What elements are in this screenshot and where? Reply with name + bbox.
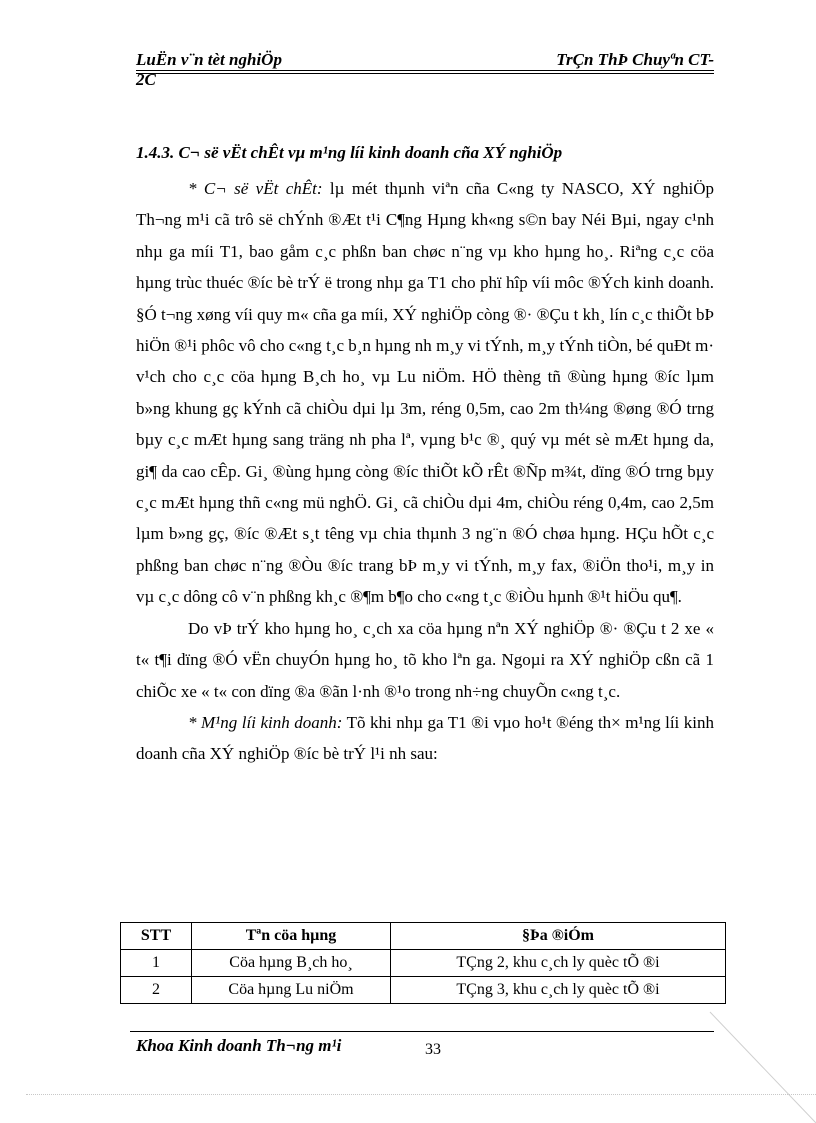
cell-store-name: Cöa hµng Lu niÖm [192, 977, 391, 1004]
body-text [136, 173, 714, 770]
header-rule-thin [136, 73, 714, 74]
bottom-dotted-line [26, 1094, 816, 1095]
header-rule-thick [136, 70, 714, 71]
cell-location: TÇng 2, khu c¸ch ly quèc tÕ ®i [391, 950, 726, 977]
table-header-row [121, 923, 726, 950]
cell-store-name: Cöa hµng B¸ch ho¸ [192, 950, 391, 977]
paragraph-body: Tõ khi nhµ ga T1 ®i vµo ho¹t ®éng th× m¹ng líi kinh doanh cña XÝ nghiÖp ®íc bè trÝ l¹i nh sau: [136, 712, 714, 764]
table-row [121, 977, 726, 1004]
cell-location: TÇng 3, khu c¸ch ly quèc tÕ ®i [391, 977, 726, 1004]
footer-rule [130, 1031, 714, 1032]
column-header-location: §Þa ®iÓm [391, 923, 726, 950]
paragraph-facilities [136, 173, 714, 613]
paragraph-lead: * M¹ng líi kinh doanh: [188, 712, 343, 732]
page-number: 33 [425, 1041, 441, 1058]
paragraph-body: lµ mét thµnh viªn cña C«ng ty NASCO, XÝ nghiÖp Th¬ng m¹i cã trô së chÝnh ®Æt t¹i C¶ng Hµng kh«ng s©n bay Néi Bµi, ngay c¹nh nhµ ga míi T1, bao gåm c¸c phßn ban chøc n¨ng vµ kho hµng ho¸. Riªng c¸c cöa hµng trùc thuéc ®íc bè trÝ ë trong nhµ ga T1 cho phï hîp víi môc ®Ých kinh doanh. §Ó t¬ng xøng víi quy m« cña ga míi, XÝ nghiÖp còng ®· ®Çu t kh¸ lín c¸c thiÕt bÞ hiÖn ®¹i phôc vô cho c«ng t¸c b¸n hµng nh m¸y vi tÝnh, m¸y tÝnh tiÒn, bé quÐt m· v¹ch cho c¸c cöa hµng B¸ch ho¸ vµ Lu niÖm. HÖ thèng tñ ®ùng hµng ®íc lµm b»ng khung gç kÝnh cã chiÒu dµi lµ 3m, réng 0,5m, cao 2m th¼ng ®øng ®Ó trng bµy c¸c mÆt hµng sang träng nh pha lª, vµng b¹c ®¸ quý vµ mét sè mÆt hµng da, gi¶ da cao cÊp. Gi¸ ®ùng hµng còng ®íc thiÕt kÕ rÊt ®Ñp m¾t, dïng ®Ó trng bµy c¸c mÆt hµng thñ c«ng mü nghÖ. Gi¸ cã chiÒu dµi 4m, chiÒu réng 0,4m, cao 2,5m lµm b»ng gç, ®íc ®Æt s¸t têng vµ chia thµnh 3 ng¨n ®Ó chøa hµng. HÇu hÕt c¸c phßng ban chøc n¨ng ®Òu ®íc trang bÞ m¸y vi tÝnh, m¸y fax, ®iÖn tho¹i, m¸y in vµ c¸c dông cô v¨n phßng kh¸c ®¶m b¶o cho c«ng t¸c ®iÒu hµnh ®¹t hiÖu qu¶. [136, 179, 714, 607]
paragraph-transport [136, 613, 714, 707]
header-thesis-title: LuËn v¨n tèt nghiÖp [136, 50, 282, 69]
header-author-class: 2C [136, 70, 156, 89]
paragraph-body: Do vÞ trÝ kho hµng ho¸ c¸ch xa cöa hµng nªn XÝ nghiÖp ®· ®Çu t 2 xe « t« t¶i dïng ®Ó vËn chuyÓn hµng ho¸ tõ kho lªn ga. Ngoµi ra XÝ nghiÖp cßn cã 1 chiÕc xe « t« con dïng ®a ®ãn l·nh ®¹o trong nh÷ng chuyÕn c«ng t¸c. [136, 618, 714, 701]
cell-stt: 1 [121, 950, 192, 977]
header-author: TrÇn ThÞ Chuyªn CT- [556, 50, 714, 69]
table-row [121, 950, 726, 977]
column-header-stt: STT [121, 923, 192, 950]
footer-faculty: Khoa Kinh doanh Th¬ng m¹i [136, 1036, 342, 1055]
store-table [120, 922, 726, 1004]
section-heading: 1.4.3. C¬ së vËt chÊt vµ m¹ng líi kinh doanh cña XÝ nghiÖp [136, 143, 563, 162]
paragraph-network [136, 707, 714, 770]
cell-stt: 2 [121, 977, 192, 1004]
column-header-store-name: Tªn cöa hµng [192, 923, 391, 950]
paragraph-lead: * C¬ së vËt chÊt: [188, 179, 323, 198]
diagonal-stroke [710, 1012, 816, 1123]
